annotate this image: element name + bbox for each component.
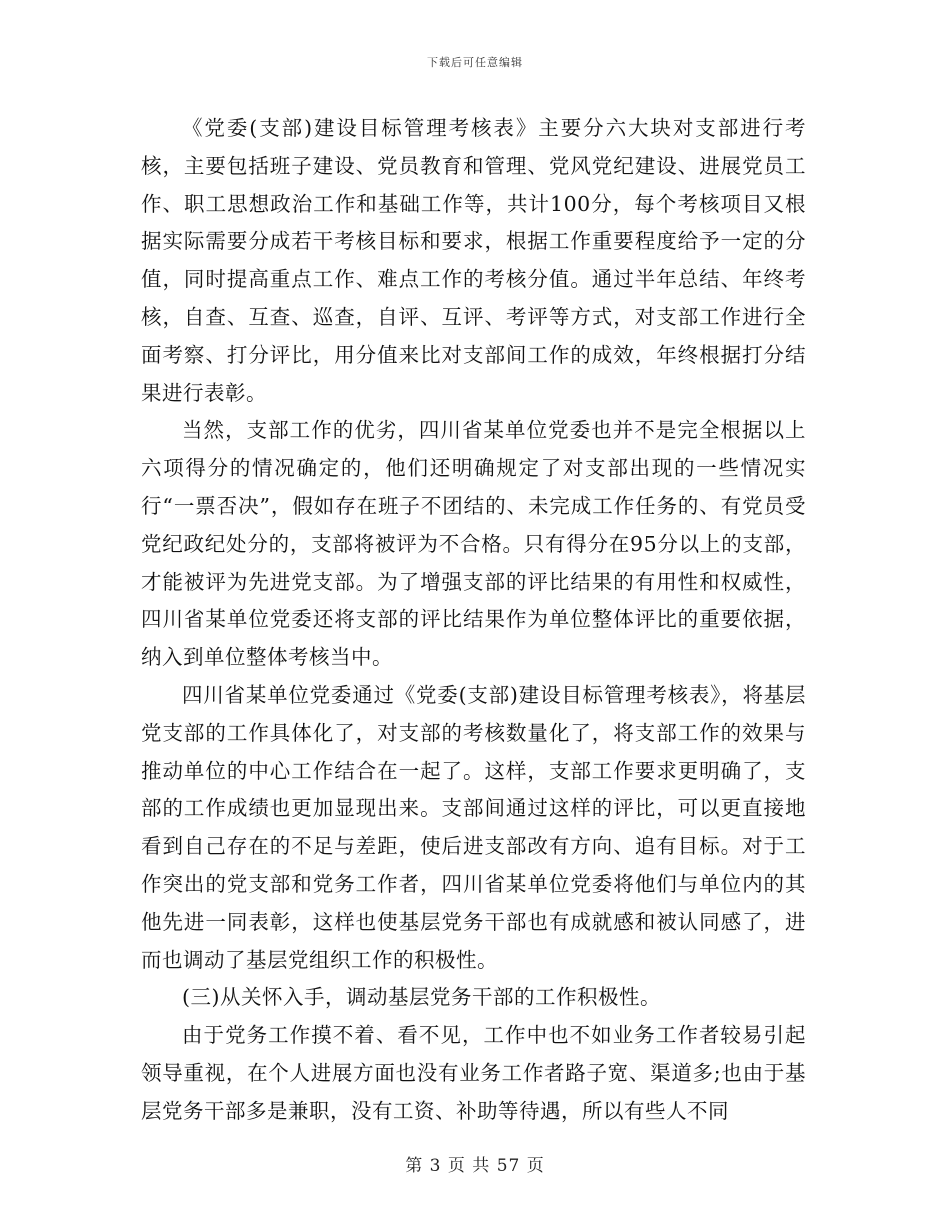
paragraph: 四川省某单位党委通过《党委(支部)建设目标管理考核表》，将基层党支部的工作具体化了，对支部的考核数量化了，将支部工作的效果与推动单位的中心工作结合在一起了。这样，支部工作要求更明确了，支部的工作成绩也更加显现出来。支部间通过这样的评比，可以更直接地看到自己存在的不足与差距，使后进支部改有方向、追有目标。对于工作突出的党支部和党务工作者，四川省某单位党委将他们与单位内的其他先进一同表彰，这样也使基层党务干部也有成就感和被认同感了，进而也调动了基层党组织工作的积极性。 <box>141 682 806 972</box>
page-header: 下载后可任意编辑 <box>427 56 523 69</box>
paragraph: 《党委(支部)建设目标管理考核表》主要分六大块对支部进行考核，主要包括班子建设、党员教育和管理、党风党纪建设、进展党员工作、职工思想政治工作和基础工作等，共计100分，每个考核项目又根据实际需要分成若干考核目标和要求，根据工作重要程度给予一定的分值，同时提高重点工作、难点工作的考核分值。通过半年总结、年终考核，自查、互查、巡查，自评、互评、考评等方式，对支部工作进行全面考察、打分评比，用分值来比对支部间工作的成效，年终根据打分结果进行表彰。 <box>141 116 806 405</box>
page-number-footer: 第 3 页 共 57 页 <box>405 1156 545 1176</box>
document-body <box>141 110 806 1131</box>
paragraph: 当然，支部工作的优劣，四川省某单位党委也并不是完全根据以上六项得分的情况确定的，他们还明确规定了对支部出现的一些情况实行“一票否决”，假如存在班子不团结的、未完成工作任务的、有党员受党纪政纪处分的，支部将被评为不合格。只有得分在95分以上的支部，才能被评为先进党支部。为了增强支部的评比结果的有用性和权威性，四川省某单位党委还将支部的评比结果作为单位整体评比的重要依据，纳入到单位整体考核当中。 <box>141 418 806 670</box>
section-heading: (三)从关怀入手，调动基层党务干部的工作积极性。 <box>182 985 661 1010</box>
paragraph: 由于党务工作摸不着、看不见，工作中也不如业务工作者较易引起领导重视，在个人进展方面也没有业务工作者路子宽、渠道多;也由于基层党务干部多是兼职，没有工资、补助等待遇，所以有些人不同 <box>141 1023 806 1123</box>
